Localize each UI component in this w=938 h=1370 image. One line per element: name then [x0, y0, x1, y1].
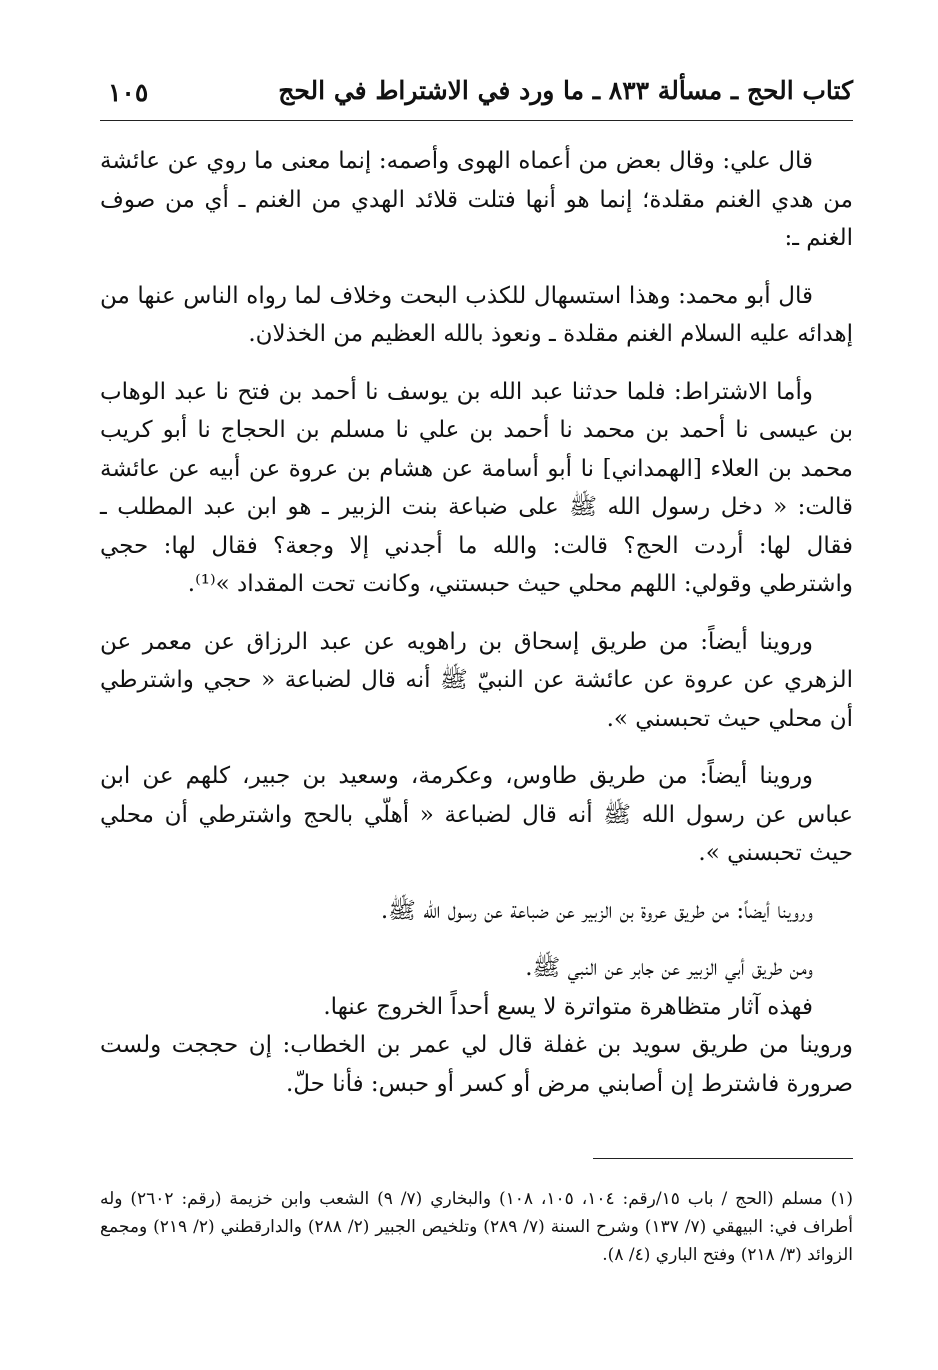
page-number: ١٠٥: [108, 78, 149, 107]
paragraph-ishtirat-hadith: وأما الاشتراط: فلما حدثنا عبد الله بن يوسف نا أحمد بن فتح نا عبد الوهاب بن عيسى نا أحمد بن محمد نا أحمد بن علي نا مسلم بن الحجاج نا أبو كريب محمد بن العلاء [الهمداني] نا أبو أسامة عن هشام بن عروة عن أبيه عن عائشة قالت: « دخل رسول الله ﷺ على ضباعة بنت الزبير ـ هو ابن عبد المطلب ـ فقال لها: أردت الحج؟ قالت: والله ما أجدني إلا وجعة؟ فقال لها: حجي واشترطي وقولي: اللهم محلي حيث حبستني، وكانت تحت المقداد »⁽¹⁾.: [100, 378, 853, 597]
paragraph-abu-muhammad: قال أبو محمد: وهذا استسهال للكذب البحت وخلاف لما رواه الناس عنها من إهدائه عليه السلام الغنم مقلدة ـ ونعوذ بالله العظيم من الخذلان.: [100, 282, 853, 347]
paragraph-tawus-narration: وروينا أيضاً: من طريق طاوس، وعكرمة، وسعيد بن جبير، كلهم عن ابن عباس عن رسول الله ﷺ أنه قال لضباعة « أهلّي بالحج واشترطي أن محلي حيث تحبسني ».: [100, 763, 853, 866]
main-text: [100, 142, 853, 1122]
footnote-divider: [593, 1158, 853, 1159]
paragraph-ishaq-narration: وروينا أيضاً: من طريق إسحاق بن راهويه عن عبد الرزاق عن معمر عن الزهري عن عروة عن عائشة عن النبيّ ﷺ أنه قال لضباعة « حجي واشترطي أن محلي حيث تحبسني ».: [100, 628, 853, 732]
paragraph-mutawatir-conclusion: فهذه آثار متظاهرة متواترة لا يسع أحداً الخروج عنها.: [323, 993, 813, 1020]
paragraph-umar-narration: وروينا من طريق سويد بن غفلة قال لي عمر بن الخطاب: إن حججت ولست صرورة فاشترط إن أصابني مرض أو كسر أو حبس: فأنا حلّ.: [100, 1032, 853, 1097]
paragraph-ali-remark: قال علي: وقال بعض من أعماه الهوى وأصمه: إنما معنى ما روي عن عائشة من هدي الغنم مقلدة؛ إنما هو أنها فتلت قلائد الهدي من الغنم ـ أي من صوف الغنم ـ:: [100, 148, 853, 251]
paragraph-urwa-narration: وروينا أيضاً: من طريق عروة بن الزبير عن ضباعة عن رسول الله ﷺ.: [380, 897, 813, 924]
running-title: كتاب الحج ـ مسألة ٨٣٣ ـ ما ورد في الاشتراط في الحج: [278, 76, 853, 105]
footnotes: [100, 1185, 853, 1269]
paragraph-abu-zubair-narration: ومن طريق أبي الزبير عن جابر عن النبي ﷺ.: [525, 955, 813, 981]
page-header: [100, 70, 853, 121]
footnote-1: (١) مسلم (الحج / باب ١٥/رقم: ١٠٤، ١٠٥، ١٠٨) والبخاري (٧/ ٩) الشعب وابن خزيمة (رقم: ٢٦٠٢) وله أطراف في: البيهقي (٧/ ١٣٧) وشرح السنة (٧/ ٢٨٩) وتلخيص الجبير (٢/ ٢٨٨) والدارقطني (٢/ ٢١٩) ومجمع الزوائد (٣/ ٢١٨) وفتح الباري (٤/ ٨).: [100, 1189, 854, 1265]
